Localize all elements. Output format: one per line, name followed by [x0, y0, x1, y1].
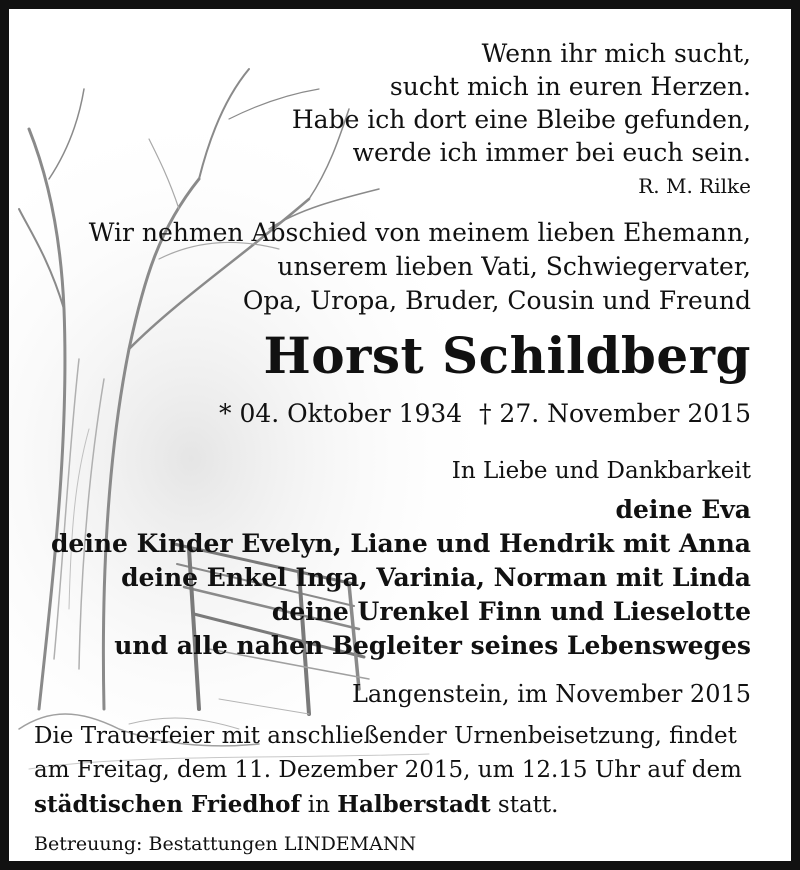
family-line: und alle nahen Begleiter seines Lebensweges — [114, 631, 751, 660]
service-line: Die Trauerfeier mit anschließender Urnenbeisetzung, findet — [34, 723, 737, 749]
service-line — [34, 793, 558, 817]
city-name: Halberstadt — [337, 791, 491, 818]
cemetery-name: städtischen Friedhof — [34, 791, 301, 818]
family-line: deine Enkel Inga, Varinia, Norman mit Linda — [121, 563, 751, 592]
service-line: am Freitag, dem 11. Dezember 2015, um 12.15 Uhr auf dem — [34, 757, 742, 783]
deceased-name: Horst Schildberg — [263, 326, 751, 385]
poem-author: R. M. Rilke — [638, 174, 751, 198]
poem-line: sucht mich in euren Herzen. — [389, 72, 751, 101]
thanks-line: In Liebe und Dankbarkeit — [451, 458, 751, 484]
poem-line: Habe ich dort eine Bleibe gefunden, — [291, 105, 751, 134]
place-date: Langenstein, im November 2015 — [351, 680, 751, 708]
intro-line: Opa, Uropa, Bruder, Cousin und Freund — [242, 286, 751, 315]
family-line: deine Kinder Evelyn, Liane und Hendrik mit Anna — [50, 529, 751, 558]
intro-line: Wir nehmen Abschied von meinem lieben Ehemann, — [88, 218, 751, 247]
death-date: † 27. November 2015 — [478, 399, 751, 428]
poem-line: Wenn ihr mich sucht, — [481, 39, 751, 68]
intro-line: unserem lieben Vati, Schwiegervater, — [277, 252, 751, 281]
service-end: statt. — [490, 792, 559, 818]
service-connector: in — [300, 792, 338, 818]
family-line: deine Eva — [615, 495, 751, 524]
poem-line: werde ich immer bei euch sein. — [352, 138, 751, 167]
birth-date: * 04. Oktober 1934 — [219, 399, 463, 428]
family-line: deine Urenkel Finn und Lieselotte — [271, 597, 751, 626]
funeral-home: Betreuung: Bestattungen LINDEMANN — [34, 833, 417, 855]
